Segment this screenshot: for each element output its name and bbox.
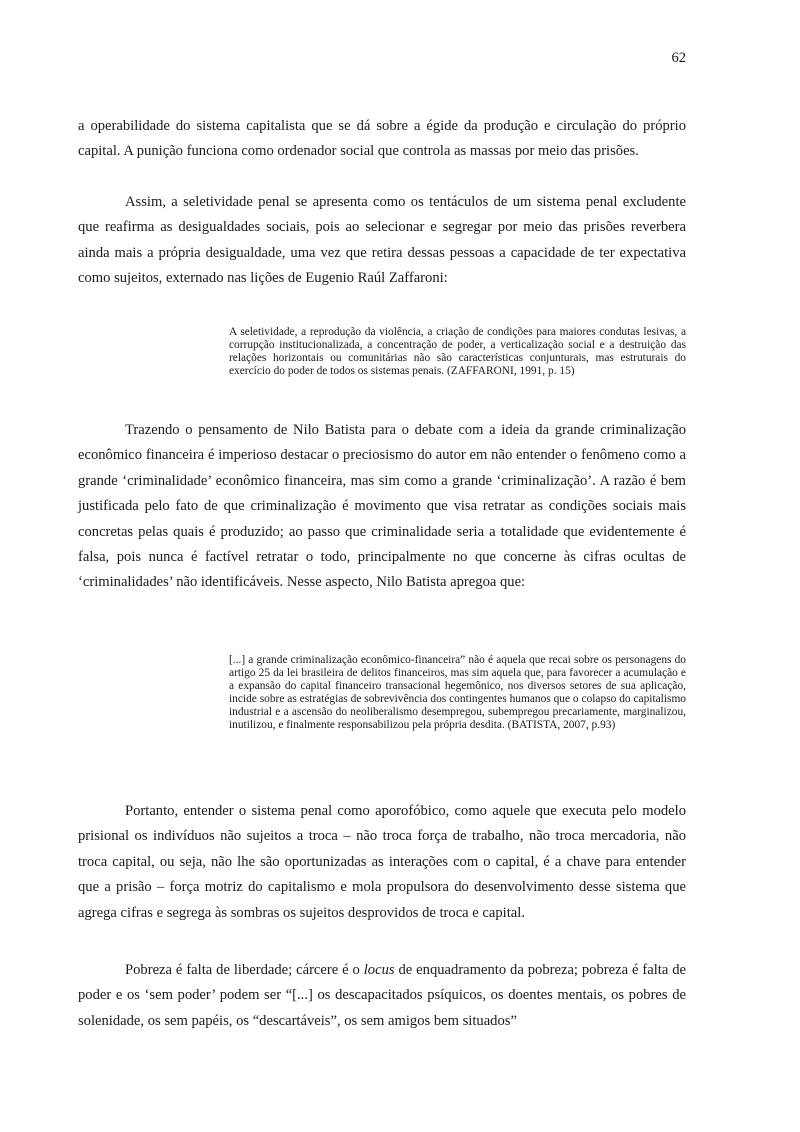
paragraph-5-italic-term: locus: [363, 962, 395, 978]
block-quote-zaffaroni: A seletividade, a reprodução da violência, a criação de condições para maiores condutas lesivas, a corrupção institucionalizada, a concentração de poder, a verticalização social e a destruição das relações horizontais ou comunitárias não são características conjunturais, mas estruturais do exercício do poder de todos os sistemas penais. (ZAFFARONI, 1991, p. 15): [229, 326, 686, 378]
block-quote-batista: [...] a grande criminalização econômico-financeira” não é aquela que recai sobre os personagens do artigo 25 da lei brasileira de delitos financeiros, mas sim aquela que, para favorecer a acumulação e a expansão do capital financeiro transacional hegemônico, nos diversos setores de sua aplicação, incide sobre as estratégias de sobrevivência dos contingentes humanos que o colapso do capitalismo industrial e a ascensão do neoliberalismo desempregou, subempregou precariamente, marginalizou, inutilizou, e finalmente responsabilizou pela própria desdita. (BATISTA, 2007, p.93): [229, 654, 686, 732]
paragraph-2: Assim, a seletividade penal se apresenta como os tentáculos de um sistema penal excludente que reafirma as desigualdades sociais, pois ao selecionar e segregar por meio das prisões reverbera ainda mais a própria desigualdade, uma vez que retira dessas pessoas a capacidade de ter expectativa como sujeitos, externado nas lições de Eugenio Raúl Zaffaroni:: [78, 194, 686, 287]
paragraph-4: Portanto, entender o sistema penal como aporofóbico, como aquele que executa pelo modelo prisional os indivíduos não sujeitos a troca – não troca força de trabalho, não troca mercadoria, não troca capital, ou seja, não lhe são oportunizadas as interações com o capital, é a chave para entender que a prisão – força motriz do capitalismo e mola propulsora do desenvolvimento desse sistema que agrega cifras e segrega às sombras os sujeitos desprovidos de troca e capital.: [78, 803, 686, 921]
paragraph-3: Trazendo o pensamento de Nilo Batista para o debate com a ideia da grande criminalização econômico financeira é imperioso destacar o preciosismo do autor em não entender o fenômeno como a grande ‘criminalidade’ econômico financeira, mas sim como a grande ‘criminalização’. A razão é bem justificada pelo fato de que criminalização é movimento que visa retratar as condições sociais mais concretas pelas quais é produzido; ao passo que criminalidade seria a totalidade que evidentemente é falsa, pois nunca é factível retratar o todo, principalmente no que concerne às cifras ocultas de ‘criminalidades’ não identificáveis. Nesse aspecto, Nilo Batista apregoa que:: [78, 422, 686, 591]
page-number: 62: [671, 50, 686, 66]
paragraph-5-part-2: de enquadramento da pobreza; pobreza é falta de poder e os ‘sem poder’ podem ser “[...] os descapacitados psíquicos, os doentes mentais, os pobres de solenidade, os sem papéis, os “descartáveis”, os sem amigos bem situados”: [78, 962, 686, 1029]
paragraph-5-part-1: Pobreza é falta de liberdade; cárcere é o: [125, 962, 364, 978]
paragraph-5: [78, 958, 686, 1034]
paragraph-1: a operabilidade do sistema capitalista que se dá sobre a égide da produção e circulação do próprio capital. A punição funciona como ordenador social que controla as massas por meio das prisões.: [78, 118, 686, 160]
